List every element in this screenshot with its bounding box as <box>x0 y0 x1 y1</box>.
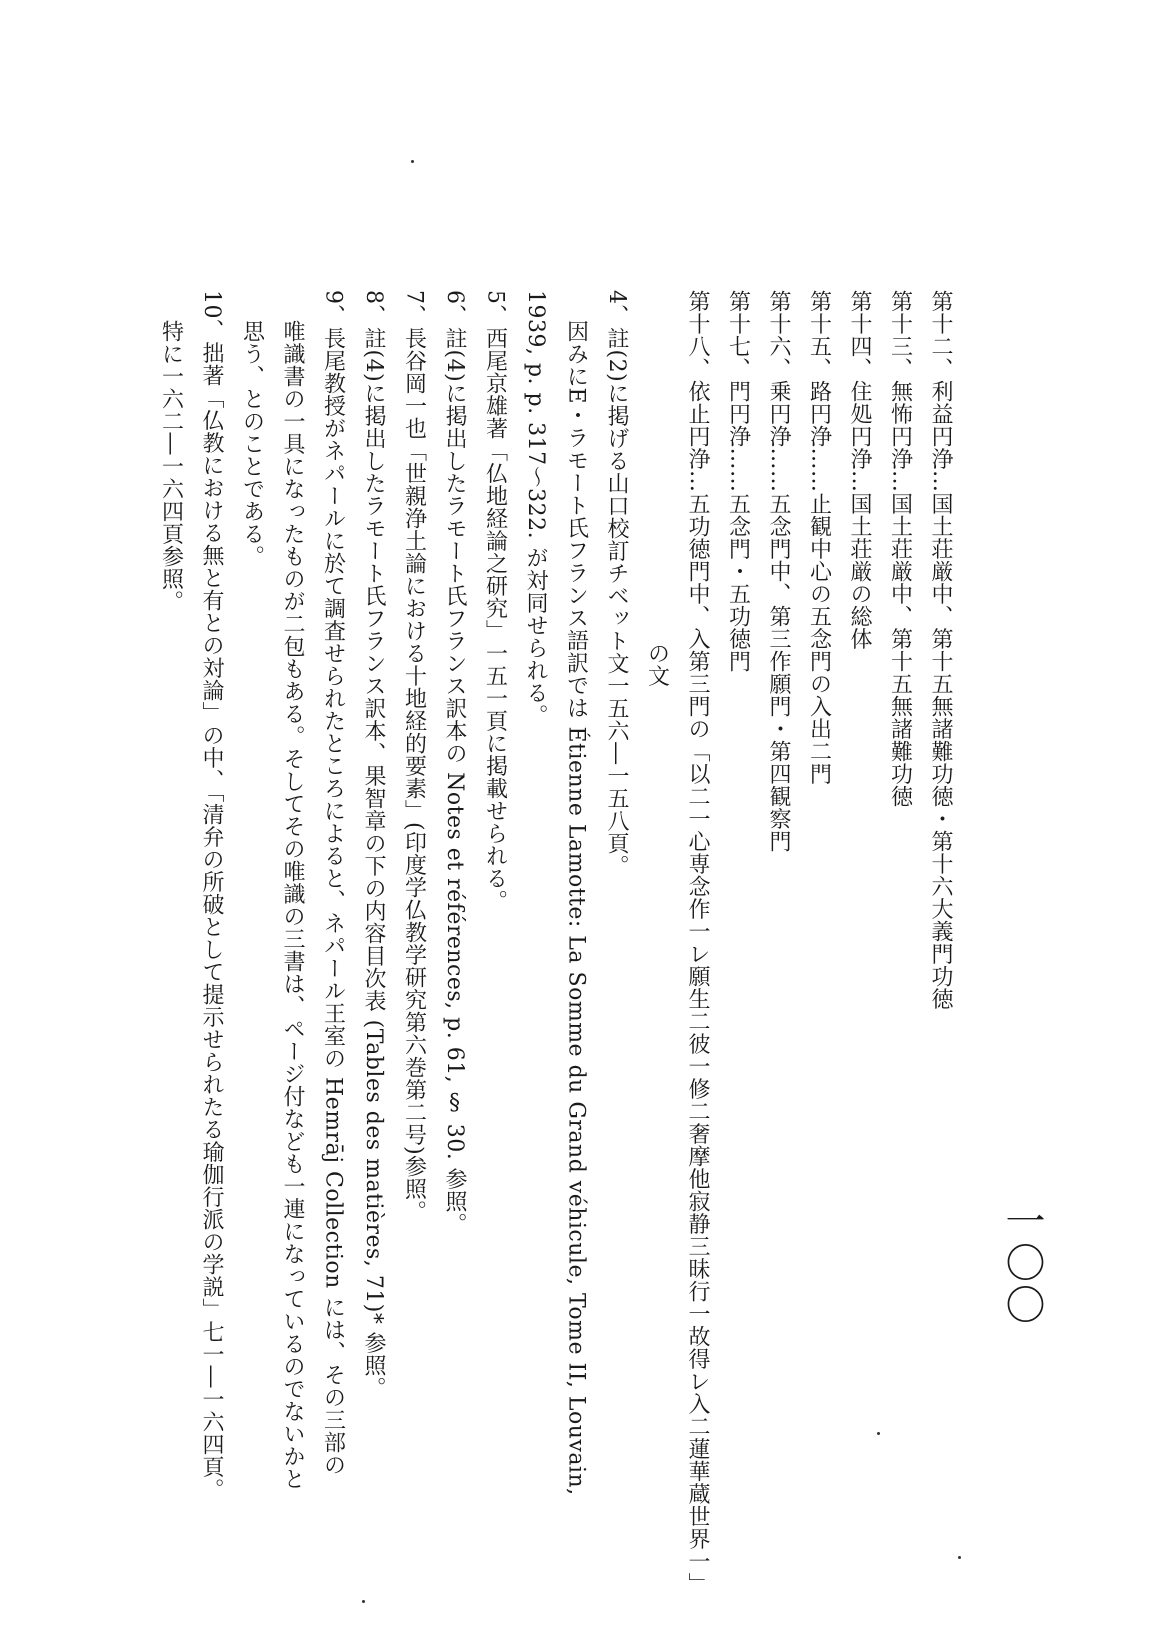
text-line: 第十七、門円浄……五念門・五功徳門 <box>725 290 751 673</box>
note-line: 7、長谷岡一也「世親浄土論における十地経的要素」(印度学仏教学研究第六巻第二号)参照。 <box>401 290 427 1223</box>
scan-speck <box>362 1600 365 1603</box>
text-line: 第十五、路円浄……止観中心の五念門の入出二門 <box>806 290 832 785</box>
note-line: 因みにE・ラモート氏フランス語訳では Étienne Lamotte: La Somme du Grand véhicule, Tome II, Louvain, <box>563 320 589 1496</box>
note-line: 唯識書の一具になったものが二包もある。そしてその唯識の三書は、ページ付なども一連になっているのでないかと <box>280 320 305 1490</box>
note-line: 5、西尾京雄著「仏地経論之研究」一五一頁に掲載せられる。 <box>482 290 508 912</box>
note-line: 特に一六二―一六四頁参照。 <box>158 320 184 613</box>
text-line: 第十八、依止円浄…五功徳門中、入第三門の「以二一心専念作一レ願生二彼一修二奢摩他寂静三昧行一故得レ入二蓮華蔵世界一」 <box>685 290 710 1595</box>
scan-speck <box>958 1556 961 1559</box>
note-line: 6、註(4)に掲出したラモート氏フランス訳本の Notes et références, p. 61, § 30. 参照。 <box>442 290 467 1236</box>
text-body <box>150 290 960 1610</box>
text-line: の文 <box>644 642 670 687</box>
note-line: 1939, p. p. 317～322. が対同せられる。 <box>523 290 548 727</box>
scan-speck <box>411 160 414 163</box>
note-line: 10、拙著「仏教における無と有との対論」の中、「清弁の所破として提示せられたる瑜伽行派の学説」七一―一六四頁。 <box>199 290 224 1501</box>
text-line: 第十六、乗円浄……五念門中、第三作願門・第四観察門 <box>766 290 791 853</box>
text-line: 第十二、利益円浄…国土荘厳中、第十五無諸難功徳・第十六大義門功徳 <box>928 290 953 1010</box>
note-line: 思う、とのことである。 <box>239 320 265 568</box>
scan-speck <box>877 1432 880 1435</box>
note-line: 8、註(4)に掲出したラモート氏フランス訳本、果智章の下の内容目次表 (Tables des matières, 71)* 参照。 <box>361 290 386 1400</box>
page-number: 一〇〇 <box>999 1200 1045 1326</box>
note-line: 4、註(2)に掲げる山口校訂チベット文一五六―一五八頁。 <box>604 290 629 878</box>
note-line: 9、長尾教授がネパールに於て調査せられたところによると、ネパール王室の Hemrāj Collection には、その三部の <box>320 290 346 1477</box>
text-line: 第十四、住処円浄…国土荘厳の総体 <box>847 290 872 650</box>
text-line: 第十三、無怖円浄…国土荘厳中、第十五無諸難功徳 <box>887 290 913 808</box>
